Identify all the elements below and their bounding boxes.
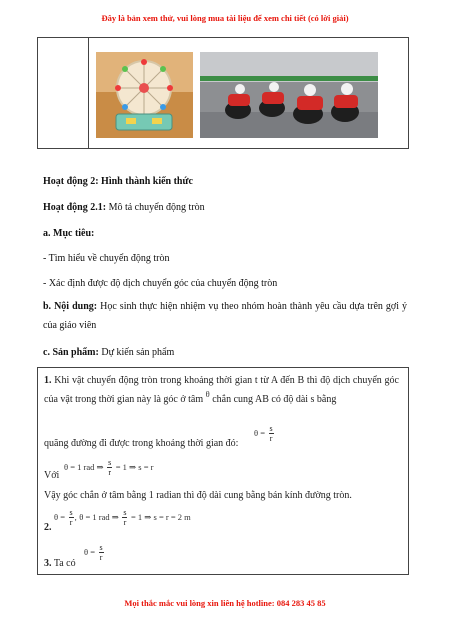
activity-title: Hoạt động 2: Hình thành kiến thức xyxy=(43,176,193,187)
objective-item-1: - Tìm hiểu về chuyển động tròn xyxy=(43,253,170,264)
hotline-notice: Mọi thắc mắc vui lòng xin liên hệ hotline: 084 283 45 85 xyxy=(124,598,326,608)
preview-notice: Đây là bản xem thử, vui lòng mua tài liệu để xem chi tiết (có lời giải) xyxy=(101,13,349,23)
conclusion-line: Vậy góc chắn ở tâm bằng 1 radian thì độ dài cung bằng bán kính đường tròn. xyxy=(44,490,352,501)
sub-activity: Hoạt động 2.1: Mô tả chuyển động tròn xyxy=(43,202,205,213)
with-label: Với xyxy=(44,470,60,481)
answer-line-distance: quãng đường đi được trong khoảng thời gian đó: xyxy=(44,438,239,449)
product-line: c. Sản phẩm: Dự kiến sản phẩm xyxy=(43,347,175,358)
answer-item-3: 3. Ta có xyxy=(44,558,76,569)
formula-theta-s-over-r: θ = $\frac{s}{r}$ xyxy=(254,424,273,443)
motorbike-racing-photo xyxy=(200,52,378,138)
theta-symbol: θ xyxy=(205,389,210,399)
item-2-formula: θ = $\frac{s}{r}$ , θ = 1 rad ⇒ $\frac{s}{r}$ = 1 ⇒ s = r = 2 m xyxy=(54,508,191,527)
answer-item-2: 2. xyxy=(44,522,52,533)
answer-box xyxy=(37,367,409,575)
answer-item-1: 1. Khi vật chuyển động tròn trong khoảng thời gian t từ A đến B thì độ dịch chuyển góc của vật trong thời gian này là góc ở tâm $^\theta$ chắn cung AB có độ dài s bằng xyxy=(44,375,399,405)
objective-item-2: - Xác định được độ dịch chuyển góc của chuyển động tròn xyxy=(43,278,278,289)
rad-relation: θ = 1 rad ⇒ $\frac{s}{r}$ = 1 ⇒ s = r xyxy=(64,458,154,477)
item-3-formula: θ = $\frac{s}{r}$ xyxy=(84,543,103,562)
objective-heading: a. Mục tiêu: xyxy=(43,228,95,239)
content-paragraph: b. Nội dung: Học sinh thực hiện nhiệm vụ theo nhóm hoàn thành yêu cầu dựa trên gợi ý của giáo viên xyxy=(43,301,407,331)
table-divider xyxy=(88,38,89,148)
ferris-wheel-photo xyxy=(96,52,193,138)
image-table xyxy=(37,37,409,149)
